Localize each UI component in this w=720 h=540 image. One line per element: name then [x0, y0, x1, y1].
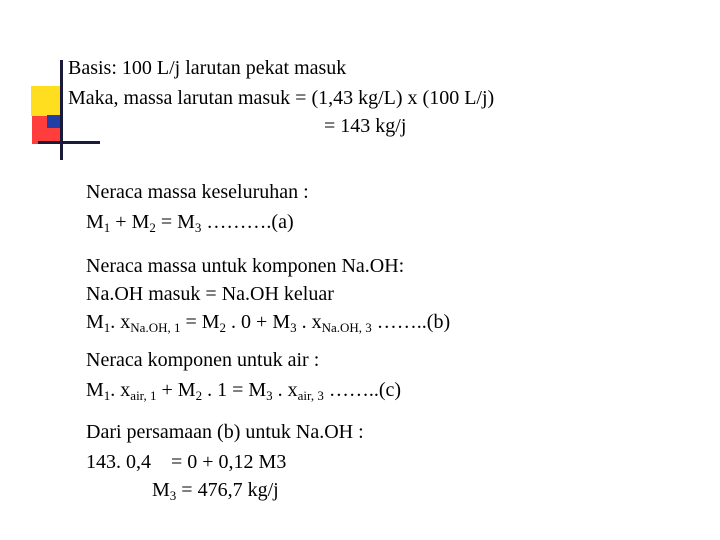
solution-result: $M_3 = 476,7$ kg/j [152, 479, 279, 503]
mass-in-line: Maka, massa larutan masuk = (1,43 kg/L) x (100 L/j) [68, 87, 495, 109]
basis-line: Basis: 100 L/j larutan pekat masuk [68, 57, 347, 79]
naoh-balance-statement: Na.OH masuk = Na.OH keluar [86, 283, 334, 305]
decor-blue-square [47, 115, 60, 128]
mass-in-result: = 143 kg/j [324, 115, 407, 137]
decor-vertical-line [60, 60, 63, 160]
naoh-balance-equation: $M_1$. $x_{Na.OH, 1} = M_2$ . $0 + M_3$ . $x_{Na.OH, 3}$ ……..(b) [86, 311, 451, 335]
overall-balance-title: Neraca massa keseluruhan : [86, 181, 309, 203]
water-balance-title: Neraca komponen untuk air : [86, 349, 320, 371]
water-balance-equation: $M_1$. $x_{air, 1} + M_2$ . $1 = M_3$ . $x_{air, 3}$ ……..(c) [86, 379, 402, 403]
decor-horizontal-line [38, 141, 100, 144]
naoh-balance-title: Neraca massa untuk komponen Na.OH: [86, 255, 405, 277]
solution-equation: 143. 0,4 = 0 + 0,12 M3 [86, 451, 287, 473]
decor-yellow-square [31, 86, 61, 116]
solution-title: Dari persamaan (b) untuk Na.OH : [86, 421, 364, 443]
overall-balance-equation: $M_1 + M_2 = M_3$ ……….(a) [86, 211, 294, 235]
